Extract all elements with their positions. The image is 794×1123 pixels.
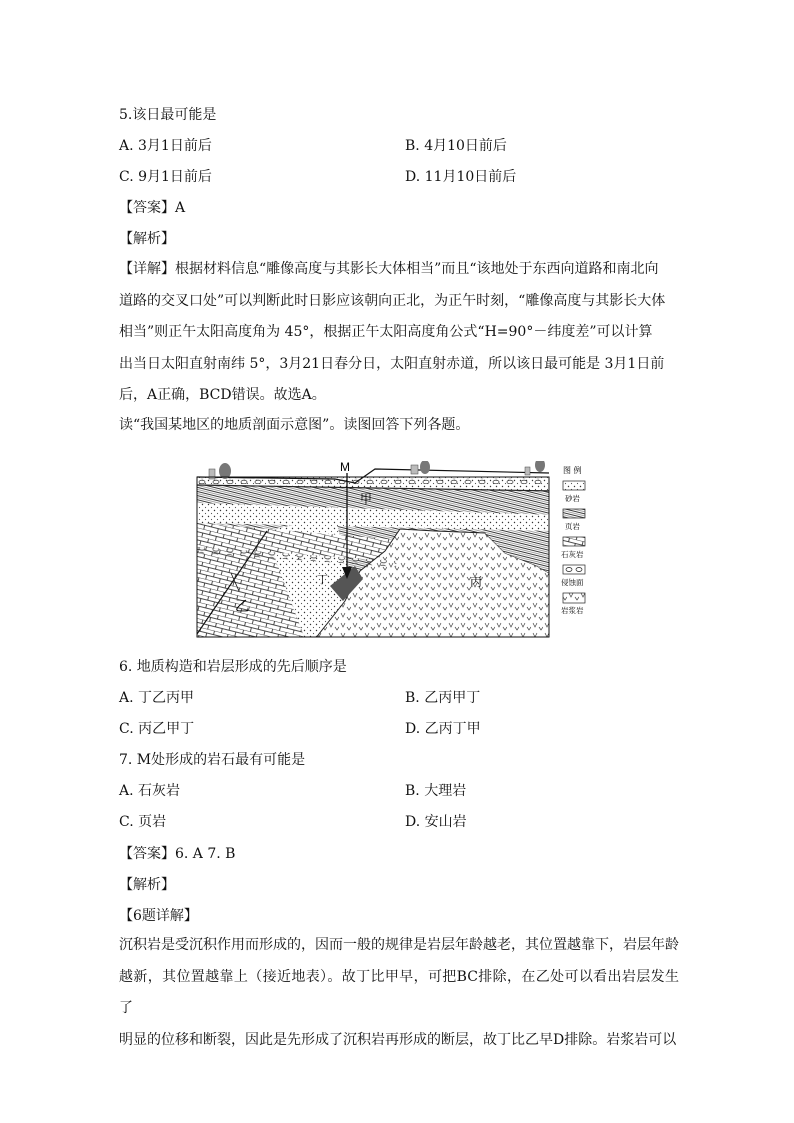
q6-detail bbox=[119, 930, 679, 1056]
q5-option-a: A. 3月1日前后 bbox=[119, 138, 212, 154]
q7-option-b: B. 大理岩 bbox=[405, 783, 467, 799]
q7-stem: 7. M处形成的岩石最有可能是 bbox=[119, 752, 306, 768]
legend-shale: 页岩 bbox=[565, 522, 580, 531]
q6-option-d: D. 乙丙丁甲 bbox=[405, 721, 481, 737]
q6-stem: 6. 地质构造和岩层形成的先后顺序是 bbox=[119, 659, 347, 675]
q6-detail-line: 明显的位移和断裂，因此是先形成了沉积岩再形成的断层，故丁比乙早D排除。岩浆岩可以 bbox=[119, 1031, 677, 1048]
q6-detail-title: 【6题详解】 bbox=[119, 908, 198, 924]
legend-magma: 岩浆岩 bbox=[561, 606, 584, 615]
legend-title: 图 例 bbox=[563, 466, 582, 475]
legend-erosion: 侵蚀面 bbox=[561, 578, 584, 587]
q5-option-c: C. 9月1日前后 bbox=[119, 169, 212, 185]
q5-option-b: B. 4月10日前后 bbox=[405, 138, 507, 154]
q5-detail-line: 相当”则正午太阳高度角为 45°，根据正午太阳高度角公式“H=90°－纬度差”可以计算 bbox=[119, 324, 653, 340]
label-m: M bbox=[340, 461, 350, 474]
tree-icon bbox=[411, 461, 430, 474]
label-bing: 丙 bbox=[470, 575, 483, 589]
q5-detail-line: 出当日太阳直射南纬 5°，3月21日春分日，太阳直射赤道，所以该日最可能是 3月1日前 bbox=[119, 355, 665, 372]
q6-detail-line: 越新，其位置越靠上（接近地表）。故丁比甲早，可把BC排除，在乙处可以看出岩层发生了 bbox=[119, 968, 679, 1016]
q5-analysis-title: 【解析】 bbox=[119, 231, 175, 247]
q7-option-a: A. 石灰岩 bbox=[119, 783, 181, 799]
q6-option-b: B. 乙丙甲丁 bbox=[405, 690, 481, 706]
geologic-section-figure bbox=[195, 461, 600, 639]
q7-option-d: D. 安山岩 bbox=[405, 814, 467, 830]
q7-option-c: C. 页岩 bbox=[119, 814, 167, 830]
label-ding: 丁 bbox=[317, 573, 328, 586]
figure-intro: 读“我国某地区的地质剖面示意图”。读图回答下列各题。 bbox=[119, 417, 470, 433]
legend-sand: 砂岩 bbox=[565, 494, 580, 503]
q67-analysis-title: 【解析】 bbox=[119, 877, 175, 893]
q67-answer: 【答案】6. A 7. B bbox=[119, 846, 236, 862]
q5-stem: 5.该日最可能是 bbox=[119, 107, 217, 123]
q5-detail bbox=[119, 254, 679, 412]
q5-detail-line: 后，A正确，BCD错误。故选A。 bbox=[119, 387, 326, 403]
label-yi: 乙 bbox=[235, 599, 249, 615]
q6-option-a: A. 丁乙丙甲 bbox=[119, 690, 195, 706]
q5-detail-line: 道路的交叉口处”可以判断此时日影应该朝向正北，为正午时刻，“雕像高度与其影长大体 bbox=[119, 292, 666, 309]
q6-detail-line: 沉积岩是受沉积作用而形成的，因而一般的规律是岩层年龄越老，其位置越靠下，岩层年龄 bbox=[119, 937, 679, 953]
q5-detail-line: 【详解】根据材料信息“雕像高度与其影长大体相当”而且“该地处于东西向道路和南北向 bbox=[119, 261, 659, 277]
legend-limestone: 石灰岩 bbox=[561, 550, 584, 559]
q5-option-d: D. 11月10日前后 bbox=[405, 169, 517, 185]
legend bbox=[561, 465, 585, 615]
q5-answer: 【答案】A bbox=[119, 200, 186, 216]
label-jia: 甲 bbox=[360, 492, 373, 506]
q6-option-c: C. 丙乙甲丁 bbox=[119, 721, 195, 737]
